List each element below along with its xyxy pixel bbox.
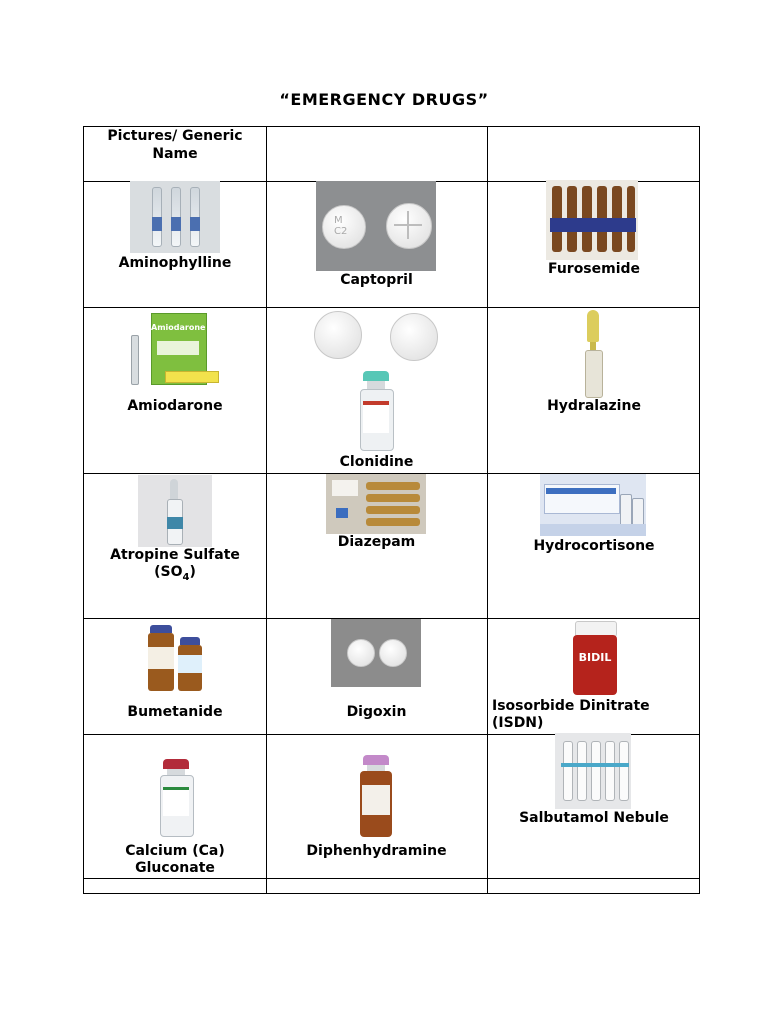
bumetanide-vials-image [146,623,206,695]
salbutamol-nebules-image [555,733,631,809]
hydralazine-ampoule-image [584,310,602,396]
calcium-line2: Gluconate [135,860,215,876]
drug-name-furosemide: Furosemide [547,261,641,277]
drug-name-diazepam: Diazepam [337,534,416,550]
drug-name-bumetanide: Bumetanide [127,704,223,720]
calcium-gluconate-vial-image [159,759,193,837]
drug-name-clonidine: Clonidine [339,454,414,470]
atropine-line2: (SO [154,564,183,580]
drug-name-aminophylline: Aminophylline [118,255,232,271]
atropine-line1: Atropine Sulfate [110,547,240,563]
drug-name-amiodarone: Amiodarone [127,398,223,414]
drug-name-isosorbide-dinitrate [488,698,701,732]
drug-name-salbutamol-nebule: Salbutamol Nebule [519,810,669,826]
drug-name-hydrocortisone: Hydrocortisone [533,538,655,554]
diazepam-ampoules-image [326,474,426,534]
aminophylline-ampoules-image [130,181,220,253]
hydrocortisone-box-image [540,474,646,536]
captopril-tablets-image: M C2 [316,181,436,271]
drug-name-captopril: Captopril [340,272,413,288]
drug-name-digoxin: Digoxin [346,704,407,720]
drug-name-diphenhydramine: Diphenhydramine [306,843,447,859]
atropine-subscript: 4 [182,571,190,583]
atropine-close: ) [189,564,196,580]
digoxin-tablets-image [331,619,421,687]
header-pictures-generic-name: Pictures/ Generic Name [107,128,243,162]
isdn-bottle-image [573,621,617,697]
col-divider [487,127,488,893]
furosemide-ampoules-image [546,180,638,260]
atropine-sulfate-ampoule-image [138,475,212,547]
amiodarone-box-image [117,311,222,395]
clonidine-tablets-image [314,311,438,363]
amiodarone-box-label: Amiodarone [151,323,206,332]
diphenhydramine-vial-image [359,755,393,839]
row-divider [84,307,699,308]
clonidine-vial-image [359,371,393,451]
drug-name-calcium-gluconate [84,843,266,877]
drug-name-atropine-sulfate [84,547,266,586]
drug-table [83,126,700,894]
row-divider [84,878,699,879]
isdn-bottle-label: BIDIL [578,651,612,664]
isdn-line2: (ISDN) [492,715,544,731]
drug-name-hydralazine: Hydralazine [547,398,641,414]
calcium-line1: Calcium (Ca) [125,843,225,859]
page-title: “EMERGENCY DRUGS” [279,90,489,109]
isdn-line1: Isosorbide Dinitrate [492,698,650,714]
col-divider [266,127,267,893]
